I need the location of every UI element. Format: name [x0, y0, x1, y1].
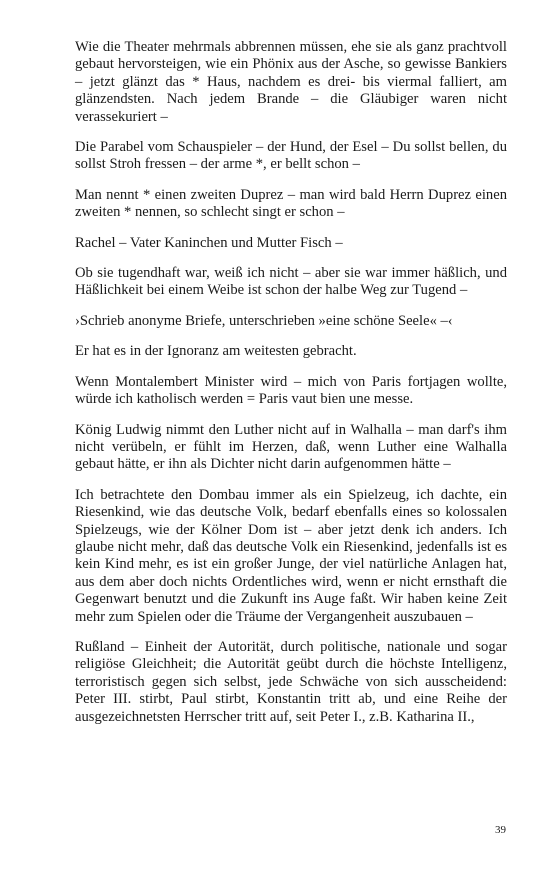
- paragraph-dombau: Ich betrachtete den Dombau immer als ein Spielzeug, ich dachte, ein Riesenkind, wie das deutsche Volk, bedarf ebenfalls eines so kolossalen Spielzeugs, wie der Kölner Dom ist – aber jetzt denk ich anders. Ich glaube nicht mehr, daß das deutsche Volk ein Riesenkind, jedenfalls ist es kein Kind mehr, es ist ein großer Junge, der viel natürliche Anlagen hat, aus dem aber doch nichts Ordentliches wird, wenn er nicht ernsthaft die Gegenwart benutzt und die Zukunft ins Auge faßt. Wir haben keine Zeit mehr zum Spielen oder die Träume der Vergangenheit auszubauen –: [75, 486, 507, 625]
- paragraph-ignoranz: Er hat es in der Ignoranz am weitesten gebracht.: [75, 343, 357, 360]
- page-number: 39: [495, 824, 506, 836]
- paragraph-russland: Rußland – Einheit der Autorität, durch politische, nationale und sogar religiöse Gleichheit; die Autorität geübt durch die höchste Intelligenz, terroristisch gegen sich selbst, jede Schwäche von sich ausscheidend: Peter III. stirbt, Paul stirbt, Konstantin tritt ab, und eine Reihe der ausgezeichnetsten Herrscher tritt auf, seit Peter I., z.B. Katharina II.,: [75, 638, 507, 725]
- paragraph-parabel-schauspieler: Die Parabel vom Schauspieler – der Hund, der Esel – Du sollst bellen, du sollst Stroh fressen – der arme *, er bellt schon –: [75, 139, 507, 173]
- paragraph-duprez: Man nennt * einen zweiten Duprez – man wird bald Herrn Duprez einen zweiten * nennen, so schlecht singt er schon –: [75, 186, 507, 221]
- page-body: [75, 39, 507, 739]
- paragraph-koenig-ludwig: König Ludwig nimmt den Luther nicht auf in Walhalla – man darf's ihm nicht verübeln, er fühlt im Herzen, daß, wenn Luther eine Walhalla gebaut hätte, er ihn als Dichter nicht darin aufgenommen hätte –: [75, 421, 507, 473]
- paragraph-tugendhaft: Ob sie tugendhaft war, weiß ich nicht – aber sie war immer häßlich, und Häßlichkeit bei einem Weibe ist schon der halbe Weg zur Tugend –: [75, 265, 507, 299]
- paragraph-anonyme-briefe: ›Schrieb anonyme Briefe, unterschrieben »eine schöne Seele« –‹: [75, 312, 453, 329]
- paragraph-theater-phoenix: Wie die Theater mehrmals abbrennen müssen, ehe sie als ganz prachtvoll gebaut hervorsteigen, wie ein Phönix aus der Asche, so gewisse Bankiers – jetzt glänzt das * Haus, nachdem es drei- bis viermal falliert, am glänzendsten. Nach jedem Brande – die Gläubiger waren nicht verassekuriert –: [75, 39, 507, 125]
- paragraph-montalembert: Wenn Montalembert Minister wird – mich von Paris fortjagen wollte, würde ich katholisch werden = Paris vaut bien une messe.: [75, 373, 507, 408]
- paragraph-rachel: Rachel – Vater Kaninchen und Mutter Fisch –: [75, 234, 343, 251]
